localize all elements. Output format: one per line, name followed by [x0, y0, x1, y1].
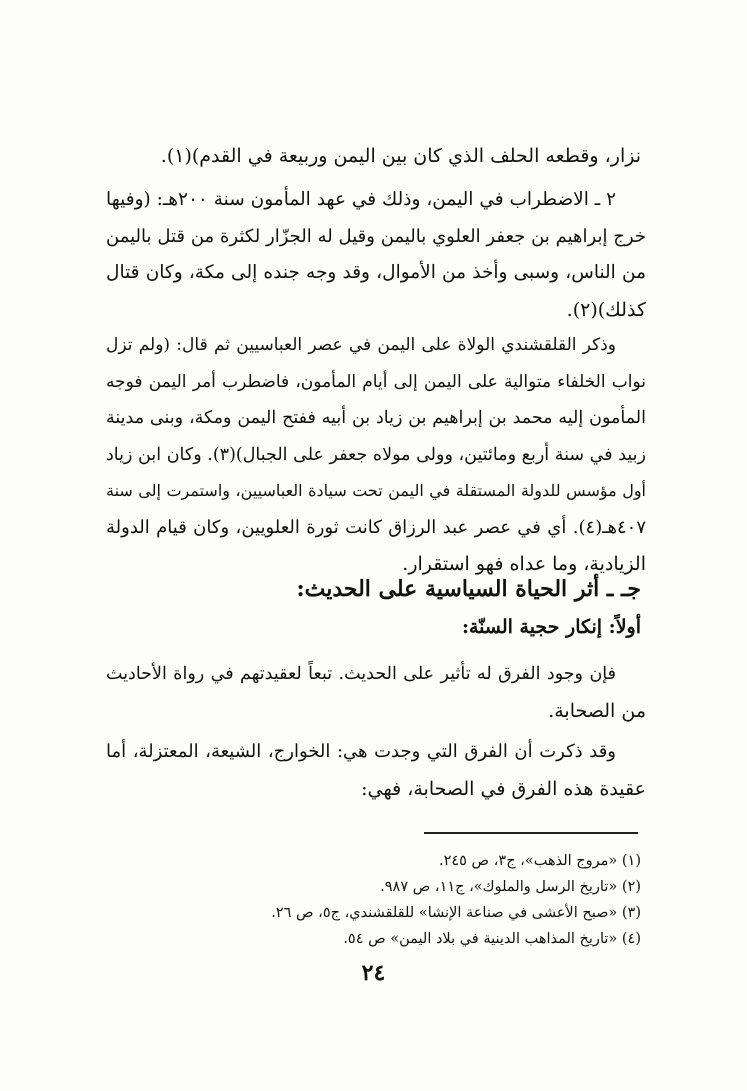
text-line: نواب الخلفاء متوالية على اليمن إلى أيام المأمون، فاضطرب أمر اليمن فوجه: [106, 371, 646, 392]
text-line: عقيدة هذه الفرق في الصحابة، فهي:: [361, 777, 646, 800]
text-line: وقد ذكرت أن الفرق التي وجدت هي: الخوارج، الشيعة، المعتزلة، أما: [106, 741, 616, 762]
paragraph-4: [106, 656, 646, 729]
page-number: ٢٤: [361, 960, 386, 986]
text-line: نزار، وقطعه الحلف الذي كان بين اليمن وربيعة في القدم)(١).: [160, 145, 641, 167]
text-line: الزيادية، وما عداه فهو استقرار.: [402, 553, 646, 575]
text-line: المأمون إليه محمد بن إبراهيم بن زياد بن أبيه ففتح اليمن ومكة، وبنى مدينة: [106, 408, 646, 428]
text-line: أول مؤسس للدولة المستقلة في اليمن تحت سيادة العباسيين، واستمرت إلى سنة: [106, 481, 646, 500]
text-line: كذلك)(٢).: [566, 298, 646, 321]
paragraph-2: [106, 182, 646, 328]
text-line: ٤٠٧هـ(٤). أي في عصر عبد الرزاق كانت ثورة العلويين، وكان قيام الدولة: [106, 516, 646, 538]
paragraph-1: [101, 138, 641, 175]
text-line: وذكر القلقشندي الولاة على اليمن في عصر العباسيين ثم قال: (ولم تزل: [106, 335, 616, 355]
text-line: من الصحابة.: [548, 699, 646, 722]
footnote-3: (٣) «صبح الأعشى في صناعة الإنشا» للقلقشندي، ج٥، ص ٢٦.: [271, 905, 641, 921]
footnote-1: (١) «مروج الذهب»، ج٣، ص ٢٤٥.: [438, 853, 641, 869]
footnote-4: (٤) «تاريخ المذاهب الدينية في بلاد اليمن» ص ٥٤.: [343, 931, 641, 947]
subsection-heading: أولاً: إنكار حجية السنّة:: [461, 616, 641, 638]
footnote-2: (٢) «تاريخ الرسل والملوك»، ج١١، ص ٩٨٧.: [380, 879, 641, 895]
text-line: زبيد في سنة أربع ومائتين، وولى مولاه جعفر على الجبال)(٣). وكان ابن زياد: [106, 444, 647, 465]
text-line: خرج إبراهيم بن جعفر العلوي باليمن وقيل له الجزّار لكثرة من قتل باليمن: [106, 225, 646, 247]
paragraph-3: [106, 327, 646, 583]
paragraph-5: [106, 734, 646, 807]
text-line: ٢ ـ الاضطراب في اليمن، وذلك في عهد المأمون سنة ٢٠٠هـ: (وفيها: [106, 189, 616, 210]
text-line: فإن وجود الفرق له تأثير على الحديث. تبعاً لعقيدتهم في رواة الأحاديث: [106, 664, 616, 684]
text-line: من الناس، وسبى وأخذ من الأموال، وقد وجه جنده إلى مكة، وكان قتال: [106, 262, 646, 283]
footnote-separator: [424, 832, 638, 834]
section-heading: جـ ـ أثر الحياة السياسية على الحديث:: [296, 576, 641, 602]
footnotes: [271, 848, 641, 952]
